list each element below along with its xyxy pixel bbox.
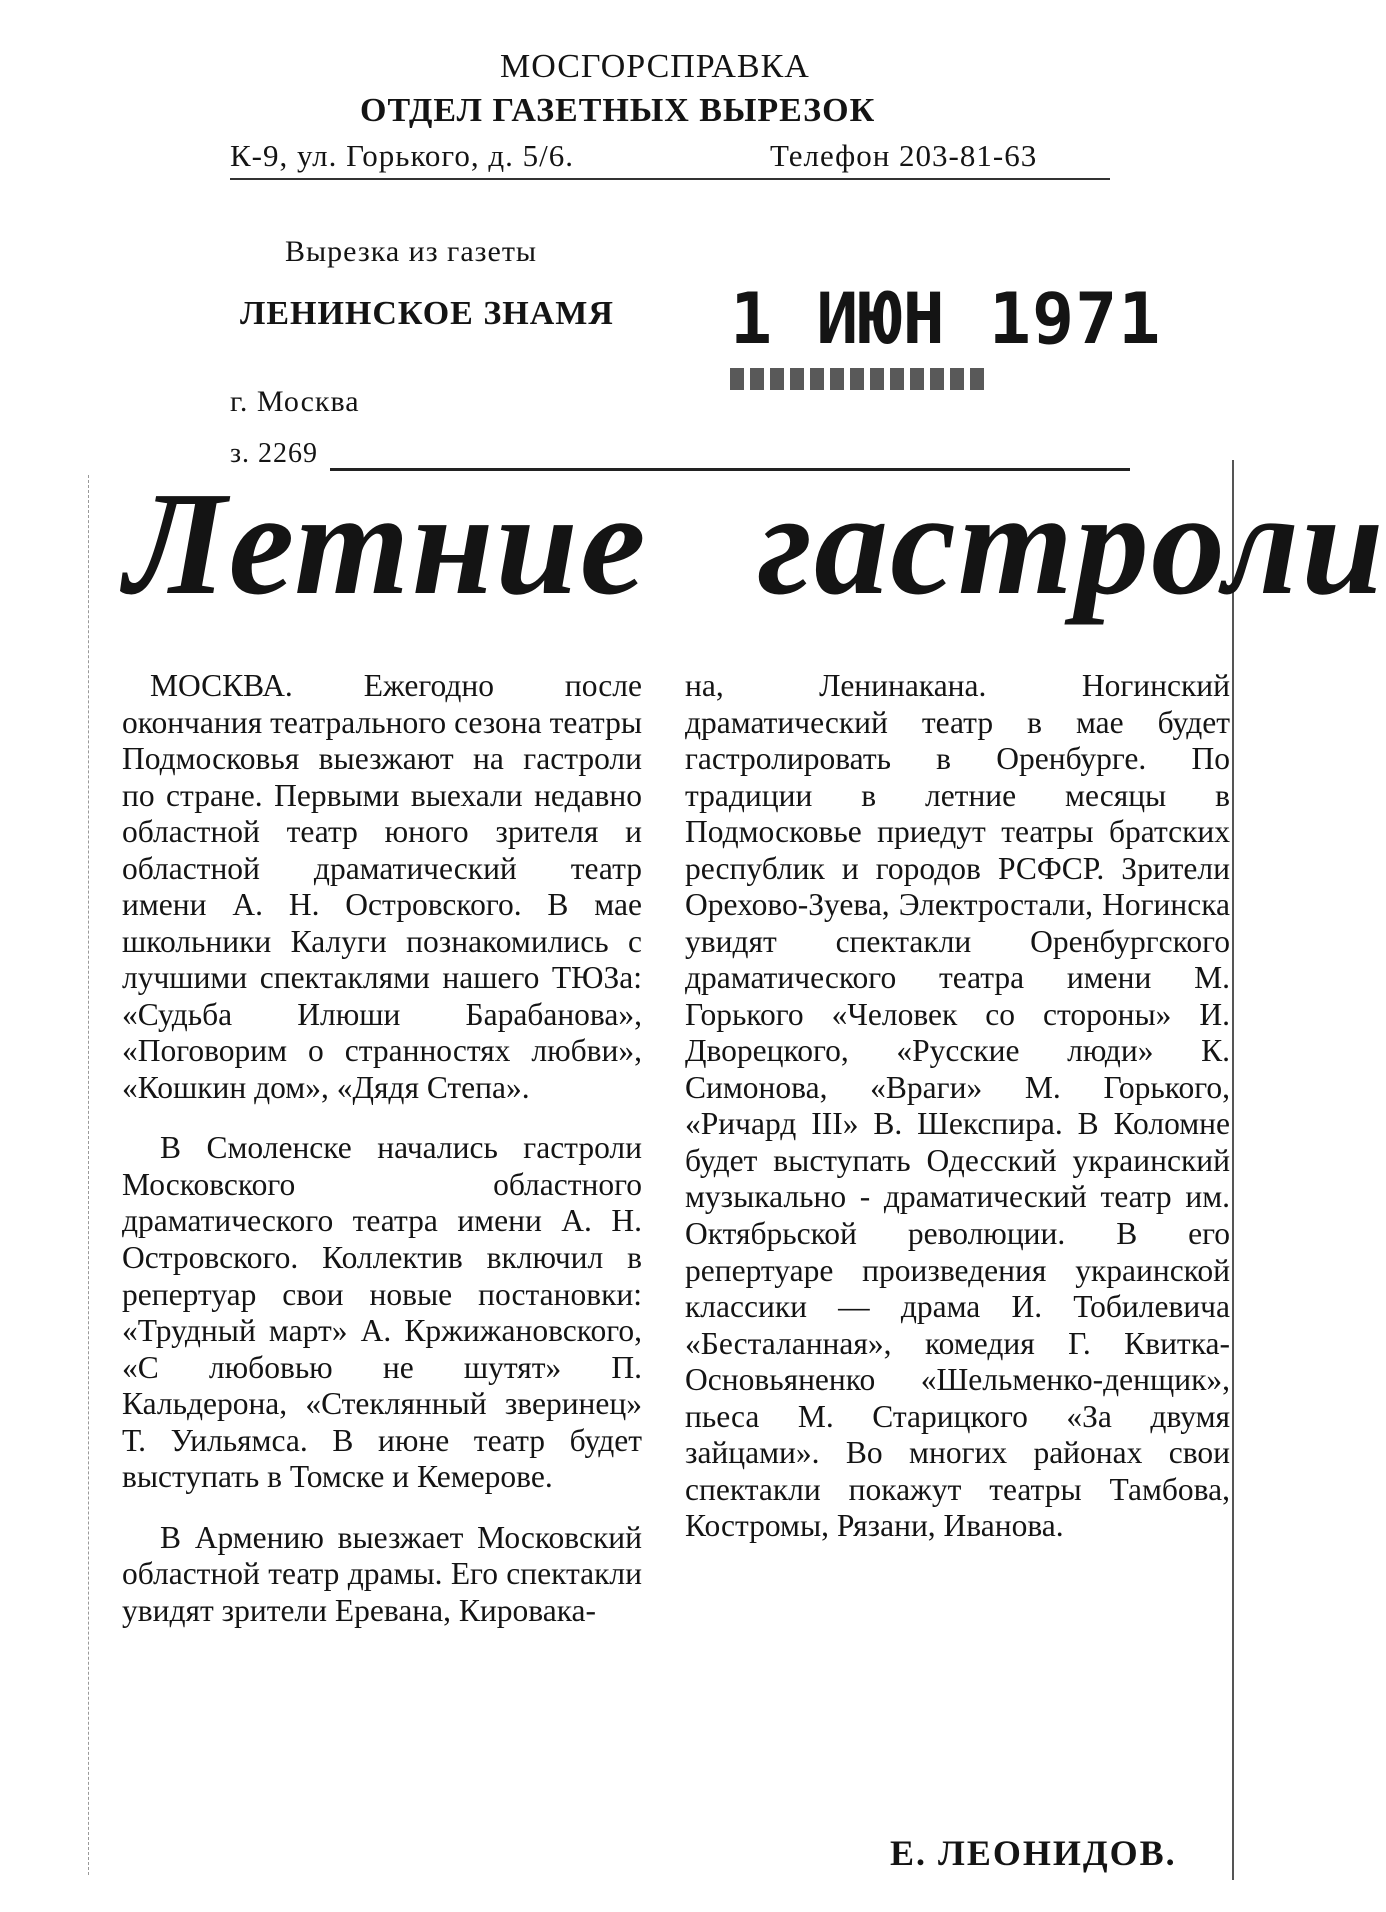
stamp-newspaper-name: ЛЕНИНСКОЕ ЗНАМЯ [240,295,614,332]
stamp-divider [230,178,1110,180]
stamp-agency: МОСГОРСПРАВКА [500,48,810,85]
headline-word-1: Летние [125,462,648,626]
stamp-address: К-9, ул. Горького, д. 5/6. [230,138,575,173]
stamp-department: ОТДЕЛ ГАЗЕТНЫХ ВЫРЕЗОК [360,92,876,129]
paragraph: МОСКВА. Ежегодно после окончания театрального сезона театры Подмосковья выезжают на гастроли по стране. Первыми выехали недавно областной театр юного зрителя и областной драматический театр имени А. Н. Островского. В мае школьники Калуги познакомились с лучшими спектаклями нашего ТЮЗа: «Судьба Илюши Барабанова», «Поговорим о странностях любви», «Кошкин дом», «Дядя Степа». [122,668,642,1105]
clipping-left-edge [88,475,89,1875]
paragraph: на, Ленинакана. Ногинский драматический театр в мае будет гастролировать в Оренбурге. По традиции в летние месяцы в Подмосковье приедут театры братских республик и городов РСФСР. Зрители Орехово-Зуева, Электростали, Ногинска увидят спектакли Оренбургского драматического театра имени М. Горького «Человек со стороны» И. Дворецкого, «Русские люди» К. Симонова, «Враги» М. Горького, «Ричард III» В. Шекспира. В Коломне будет выступать Одесский украинский музыкально - драматический театр им. Октябрьской революции. В его репертуаре произведения украинской классики — драма И. Тобилевича «Бесталанная», комедия Г. Квитка-Основьяненко «Шельменко-денщик», пьеса М. Старицкого «За двумя зайцами». Во многих районах свои спектакли покажут театры Тамбова, Костромы, Рязани, Иванова. [685,668,1230,1544]
paragraph: В Смоленске начались гастроли Московского областного драматического театра имени А. Н. Островского. Коллектив включил в репертуар свои новые постановки: «Трудный март» А. Кржижановского, «С любовью не шутят» П. Кальдерона, «Стеклянный зверинец» Т. Уильямса. В июне театр будет выступать в Томске и Кемерове. [122,1130,642,1495]
headline-word-2: гастроли [757,462,1386,626]
article-signature: Е. ЛЕОНИДОВ. [890,1833,1177,1873]
article-headline [125,462,1386,626]
stamp-phone: Телефон 203-81-63 [770,138,1038,173]
stamp-date: 1 ИЮН 1971 [730,278,1162,360]
stamp-city: г. Москва [230,385,360,418]
stamp-ink-smudge [730,368,990,390]
stamp-clipping-from: Вырезка из газеты [285,235,538,268]
stamp-order-number: з. 2269 [230,438,319,469]
article-column-left [122,668,642,1653]
clipping-service-stamp [210,40,1162,470]
paragraph: В Армению выезжает Московский областной театр драмы. Его спектакли увидят зрители Еревана, Кировака- [122,1519,642,1628]
clipping-right-edge [1232,460,1234,1880]
article-column-right [685,668,1230,1569]
